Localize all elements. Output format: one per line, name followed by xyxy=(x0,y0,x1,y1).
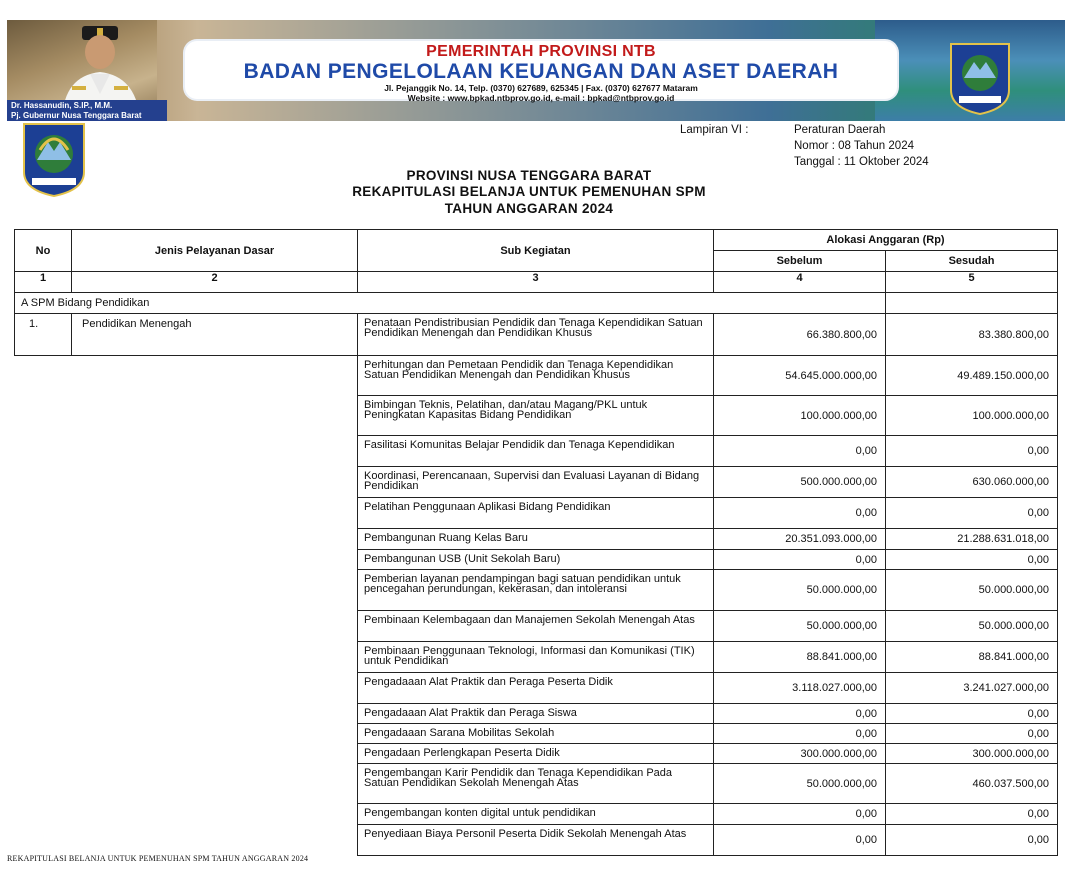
row-number: 1. xyxy=(15,314,72,356)
empty-cell xyxy=(15,436,72,467)
amount-sesudah: 0,00 xyxy=(886,825,1058,856)
sub-activity: Pengembangan Karir Pendidik dan Tenaga Kependidikan Pada Satuan Pendidikan Sekolah Menengah Atas xyxy=(358,764,714,804)
col-header-jenis: Jenis Pelayanan Dasar xyxy=(72,230,358,272)
empty-cell xyxy=(72,764,358,804)
table-row xyxy=(15,673,1058,704)
index-cell: 4 xyxy=(714,272,886,293)
sub-activity: Perhitungan dan Pemetaan Pendidik dan Tenaga Kependidikan Satuan Pendidikan Menengah dan Pendidikan Khusus xyxy=(358,356,714,396)
empty-cell xyxy=(15,724,72,744)
amount-sesudah: 0,00 xyxy=(886,804,1058,825)
table-row xyxy=(15,611,1058,642)
attachment-label: Lampiran VI : xyxy=(680,124,749,136)
empty-cell xyxy=(72,436,358,467)
amount-sesudah: 460.037.500,00 xyxy=(886,764,1058,804)
amount-sesudah: 630.060.000,00 xyxy=(886,467,1058,498)
amount-sebelum: 54.645.000.000,00 xyxy=(714,356,886,396)
column-index-row xyxy=(15,272,1058,293)
letterhead-title xyxy=(185,41,897,103)
amount-sebelum: 0,00 xyxy=(714,804,886,825)
amount-sesudah: 0,00 xyxy=(886,436,1058,467)
amount-sebelum: 0,00 xyxy=(714,825,886,856)
empty-cell xyxy=(72,825,358,856)
col-header-sebelum: Sebelum xyxy=(714,251,886,272)
amount-sebelum: 0,00 xyxy=(714,724,886,744)
table-row xyxy=(15,436,1058,467)
attachment-regulation: Peraturan Daerah xyxy=(794,124,886,136)
empty-cell xyxy=(15,744,72,764)
table-row xyxy=(15,642,1058,673)
empty-cell xyxy=(72,724,358,744)
amount-sebelum: 50.000.000,00 xyxy=(714,611,886,642)
service-type: Pendidikan Menengah xyxy=(72,314,358,356)
empty-cell xyxy=(15,611,72,642)
attachment-number: Nomor : 08 Tahun 2024 xyxy=(794,140,914,152)
ntb-crest-icon xyxy=(947,40,1013,116)
amount-sesudah: 50.000.000,00 xyxy=(886,570,1058,611)
empty-cell xyxy=(15,704,72,724)
empty-cell xyxy=(15,673,72,704)
sub-activity: Pemberian layanan pendampingan bagi satuan pendidikan untuk pencegahan perundungan, kekerasan, dan intoleransi xyxy=(358,570,714,611)
index-cell: 5 xyxy=(886,272,1058,293)
amount-sebelum: 100.000.000,00 xyxy=(714,396,886,436)
empty-cell xyxy=(15,825,72,856)
amount-sebelum: 50.000.000,00 xyxy=(714,570,886,611)
page-footer: REKAPITULASI BELANJA UNTUK PEMENUHAN SPM TAHUN ANGGARAN 2024 xyxy=(7,854,309,863)
amount-sebelum: 50.000.000,00 xyxy=(714,764,886,804)
empty-cell xyxy=(15,529,72,550)
index-cell: 1 xyxy=(15,272,72,293)
amount-sesudah: 300.000.000,00 xyxy=(886,744,1058,764)
table-row xyxy=(15,529,1058,550)
document-title-year: TAHUN ANGGARAN 2024 xyxy=(444,201,614,216)
table-row xyxy=(15,570,1058,611)
col-header-sesudah: Sesudah xyxy=(886,251,1058,272)
empty-cell xyxy=(72,744,358,764)
sub-activity: Penyediaan Biaya Personil Peserta Didik Sekolah Menengah Atas xyxy=(358,825,714,856)
empty-cell xyxy=(15,550,72,570)
table-row xyxy=(15,396,1058,436)
sub-activity: Pengadaaan Alat Praktik dan Peraga Peserta Didik xyxy=(358,673,714,704)
table-row xyxy=(15,498,1058,529)
amount-sebelum: 0,00 xyxy=(714,704,886,724)
index-cell: 2 xyxy=(72,272,358,293)
table-row xyxy=(15,356,1058,396)
amount-sebelum: 500.000.000,00 xyxy=(714,467,886,498)
empty-cell xyxy=(72,570,358,611)
official-name: Dr. Hassanudin, S.IP., M.M. xyxy=(11,101,113,110)
table-row xyxy=(15,825,1058,856)
col-header-no: No xyxy=(15,230,72,272)
empty-cell xyxy=(72,673,358,704)
empty-cell xyxy=(72,529,358,550)
sub-activity: Pengadaan Perlengkapan Peserta Didik xyxy=(358,744,714,764)
table-row xyxy=(15,314,1058,356)
amount-sesudah: 3.241.027.000,00 xyxy=(886,673,1058,704)
government-line: PEMERINTAH PROVINSI NTB xyxy=(426,43,656,60)
table-row xyxy=(15,550,1058,570)
empty-cell xyxy=(72,642,358,673)
empty-cell xyxy=(15,467,72,498)
empty-cell xyxy=(15,498,72,529)
amount-sesudah: 83.380.800,00 xyxy=(886,314,1058,356)
sub-activity: Pembangunan Ruang Kelas Baru xyxy=(358,529,714,550)
empty-cell xyxy=(72,704,358,724)
sub-activity: Pelatihan Penggunaan Aplikasi Bidang Pendidikan xyxy=(358,498,714,529)
amount-sesudah: 0,00 xyxy=(886,550,1058,570)
sub-activity: Pembinaan Penggunaan Teknologi, Informasi dan Komunikasi (TIK) untuk Pendidikan xyxy=(358,642,714,673)
header-banner xyxy=(7,20,1065,121)
sub-activity: Koordinasi, Perencanaan, Supervisi dan Evaluasi Layanan di Bidang Pendidikan xyxy=(358,467,714,498)
sub-activity: Pengadaaan Alat Praktik dan Peraga Siswa xyxy=(358,704,714,724)
document-title-province: PROVINSI NUSA TENGGARA BARAT xyxy=(406,168,652,183)
amount-sesudah: 50.000.000,00 xyxy=(886,611,1058,642)
section-empty-cell xyxy=(886,293,1058,314)
sub-activity: Fasilitasi Komunitas Belajar Pendidik dan Tenaga Kependidikan xyxy=(358,436,714,467)
table-row xyxy=(15,744,1058,764)
agency-address: Jl. Pejanggik No. 14, Telp. (0370) 627689, 625345 | Fax. (0370) 627677 Mataram xyxy=(384,83,698,93)
document-title-main: REKAPITULASI BELANJA UNTUK PEMENUHAN SPM xyxy=(352,184,706,199)
sub-activity: Pengadaaan Sarana Mobilitas Sekolah xyxy=(358,724,714,744)
amount-sebelum: 0,00 xyxy=(714,550,886,570)
amount-sebelum: 0,00 xyxy=(714,498,886,529)
empty-cell xyxy=(15,396,72,436)
section-label: A SPM Bidang Pendidikan xyxy=(15,293,886,314)
empty-cell xyxy=(72,356,358,396)
sub-activity: Pengembangan konten digital untuk pendidikan xyxy=(358,804,714,825)
amount-sebelum: 0,00 xyxy=(714,436,886,467)
empty-cell xyxy=(15,570,72,611)
attachment-date: Tanggal : 11 Oktober 2024 xyxy=(794,156,929,168)
empty-cell xyxy=(15,356,72,396)
table-row xyxy=(15,764,1058,804)
agency-name: BADAN PENGELOLAAN KEUANGAN DAN ASET DAERAH xyxy=(243,60,839,83)
sub-activity: Pembinaan Kelembagaan dan Manajemen Sekolah Menengah Atas xyxy=(358,611,714,642)
spm-budget-table xyxy=(14,229,1058,856)
amount-sesudah: 0,00 xyxy=(886,704,1058,724)
amount-sebelum: 20.351.093.000,00 xyxy=(714,529,886,550)
sub-activity: Pembangunan USB (Unit Sekolah Baru) xyxy=(358,550,714,570)
amount-sebelum: 66.380.800,00 xyxy=(714,314,886,356)
table-row xyxy=(15,724,1058,744)
col-header-sub: Sub Kegiatan xyxy=(358,230,714,272)
amount-sesudah: 88.841.000,00 xyxy=(886,642,1058,673)
amount-sesudah: 0,00 xyxy=(886,724,1058,744)
amount-sebelum: 300.000.000,00 xyxy=(714,744,886,764)
empty-cell xyxy=(72,611,358,642)
table-row xyxy=(15,704,1058,724)
empty-cell xyxy=(15,642,72,673)
amount-sebelum: 3.118.027.000,00 xyxy=(714,673,886,704)
empty-cell xyxy=(15,804,72,825)
official-caption xyxy=(7,100,167,121)
section-row xyxy=(15,293,1058,314)
amount-sesudah: 21.288.631.018,00 xyxy=(886,529,1058,550)
official-title: Pj. Gubernur Nusa Tenggara Barat xyxy=(11,111,142,120)
sub-activity: Bimbingan Teknis, Pelatihan, dan/atau Magang/PKL untuk Peningkatan Kapasitas Bidang Pendidikan xyxy=(358,396,714,436)
index-cell: 3 xyxy=(358,272,714,293)
amount-sesudah: 49.489.150.000,00 xyxy=(886,356,1058,396)
empty-cell xyxy=(72,467,358,498)
col-header-alokasi: Alokasi Anggaran (Rp) xyxy=(714,230,1058,251)
empty-cell xyxy=(72,550,358,570)
empty-cell xyxy=(72,498,358,529)
agency-contact: Website : www.bpkad.ntbprov.go.id, e-mail : bpkad@ntbprov.go.id xyxy=(407,93,675,103)
amount-sebelum: 88.841.000,00 xyxy=(714,642,886,673)
sub-activity: Penataan Pendistribusian Pendidik dan Tenaga Kependidikan Satuan Pendidikan Menengah dan Pendidikan Khusus xyxy=(358,314,714,356)
table-row xyxy=(15,804,1058,825)
empty-cell xyxy=(72,396,358,436)
amount-sesudah: 0,00 xyxy=(886,498,1058,529)
amount-sesudah: 100.000.000,00 xyxy=(886,396,1058,436)
empty-cell xyxy=(15,764,72,804)
table-row xyxy=(15,467,1058,498)
empty-cell xyxy=(72,804,358,825)
